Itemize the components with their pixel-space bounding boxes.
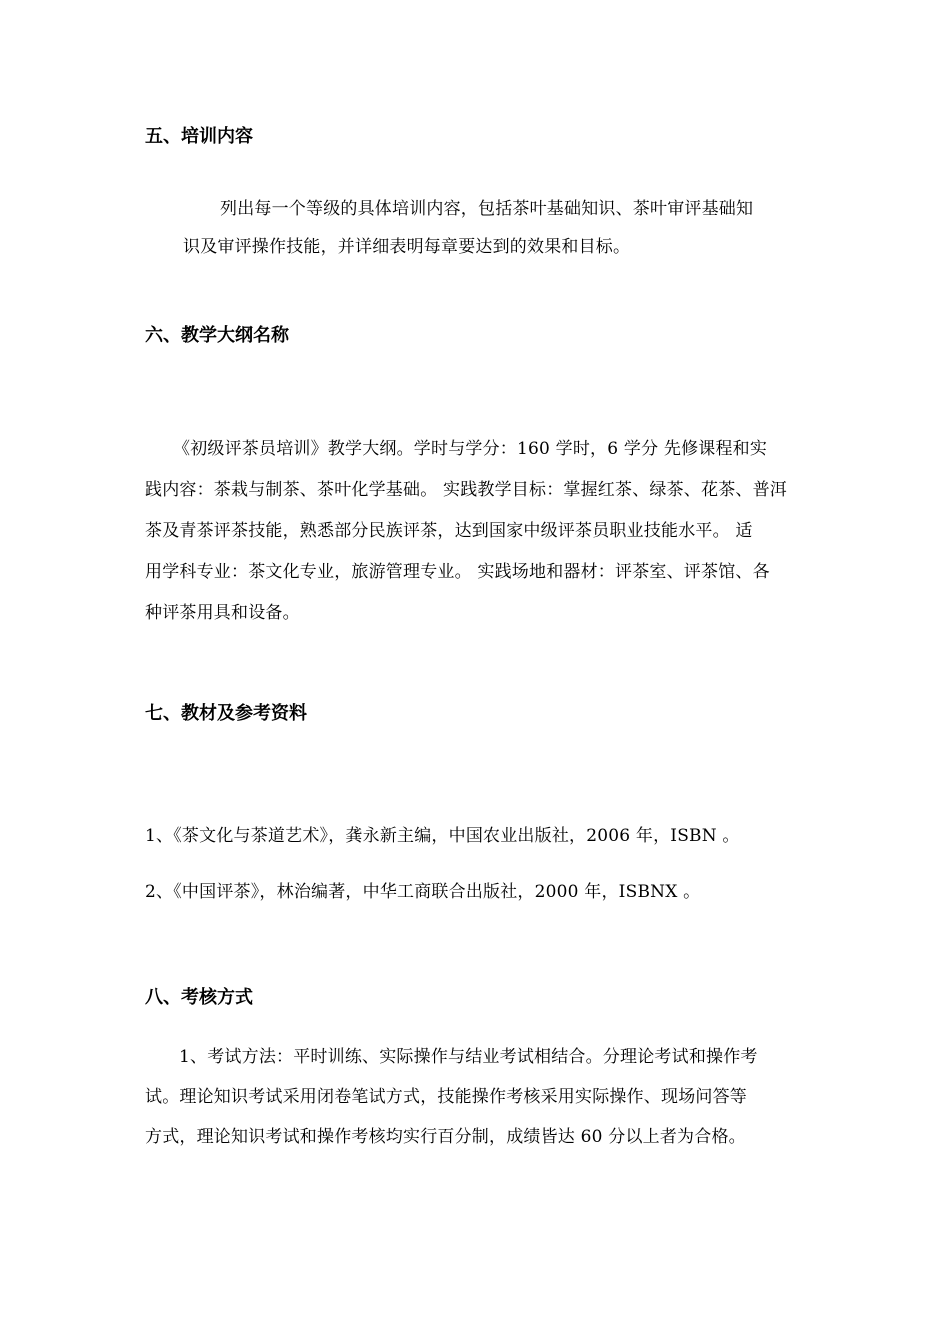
paragraph-line: 列出每一个等级的具体培训内容，包括茶叶基础知识、茶叶审评基础知 [220,199,754,219]
paragraph-line: 用学科专业：茶文化专业，旅游管理专业。 实践场地和器材：评茶室、评茶馆、各 [145,562,770,582]
section-heading-syllabus-name: 六、教学大纲名称 [145,325,289,346]
paragraph-line: 试。理论知识考试采用闭卷笔试方式，技能操作考核采用实际操作、现场问答等 [145,1087,747,1107]
assessment-paragraph [145,1037,758,1157]
paragraph-line: 识及审评操作技能，并详细表明每章要达到的效果和目标。 [183,237,631,257]
paragraph-line: 《初级评茶员培训》教学大纲。学时与学分：160 学时，6 学分 先修课程和实 [173,439,768,459]
reference-item: 2、《中国评茶》，林治编著，中华工商联合出版社，2000 年，ISBNX 。 [145,882,701,902]
section-heading-textbooks-references: 七、教材及参考资料 [145,703,307,724]
paragraph-line: 践内容：茶栽与制茶、茶叶化学基础。 实践教学目标：掌握红茶、绿茶、花茶、普洱 [145,480,788,500]
reference-item: 1、《茶文化与茶道艺术》，龚永新主编，中国农业出版社，2006 年，ISBN 。 [145,826,740,846]
paragraph-line: 茶及青茶评茶技能，熟悉部分民族评茶，达到国家中级评茶员职业技能水平。 适 [145,521,753,541]
paragraph-line: 种评茶用具和设备。 [145,603,300,623]
section-heading-training-content: 五、培训内容 [145,126,253,147]
training-content-paragraph [145,190,753,266]
syllabus-paragraph [145,429,787,634]
section-heading-assessment-method: 八、考核方式 [145,987,253,1008]
reference-list [145,808,740,920]
paragraph-line: 1、考试方法：平时训练、实际操作与结业考试相结合。分理论考试和操作考 [179,1047,758,1067]
paragraph-line: 方式，理论知识考试和操作考核均实行百分制，成绩皆达 60 分以上者为合格。 [145,1127,746,1147]
